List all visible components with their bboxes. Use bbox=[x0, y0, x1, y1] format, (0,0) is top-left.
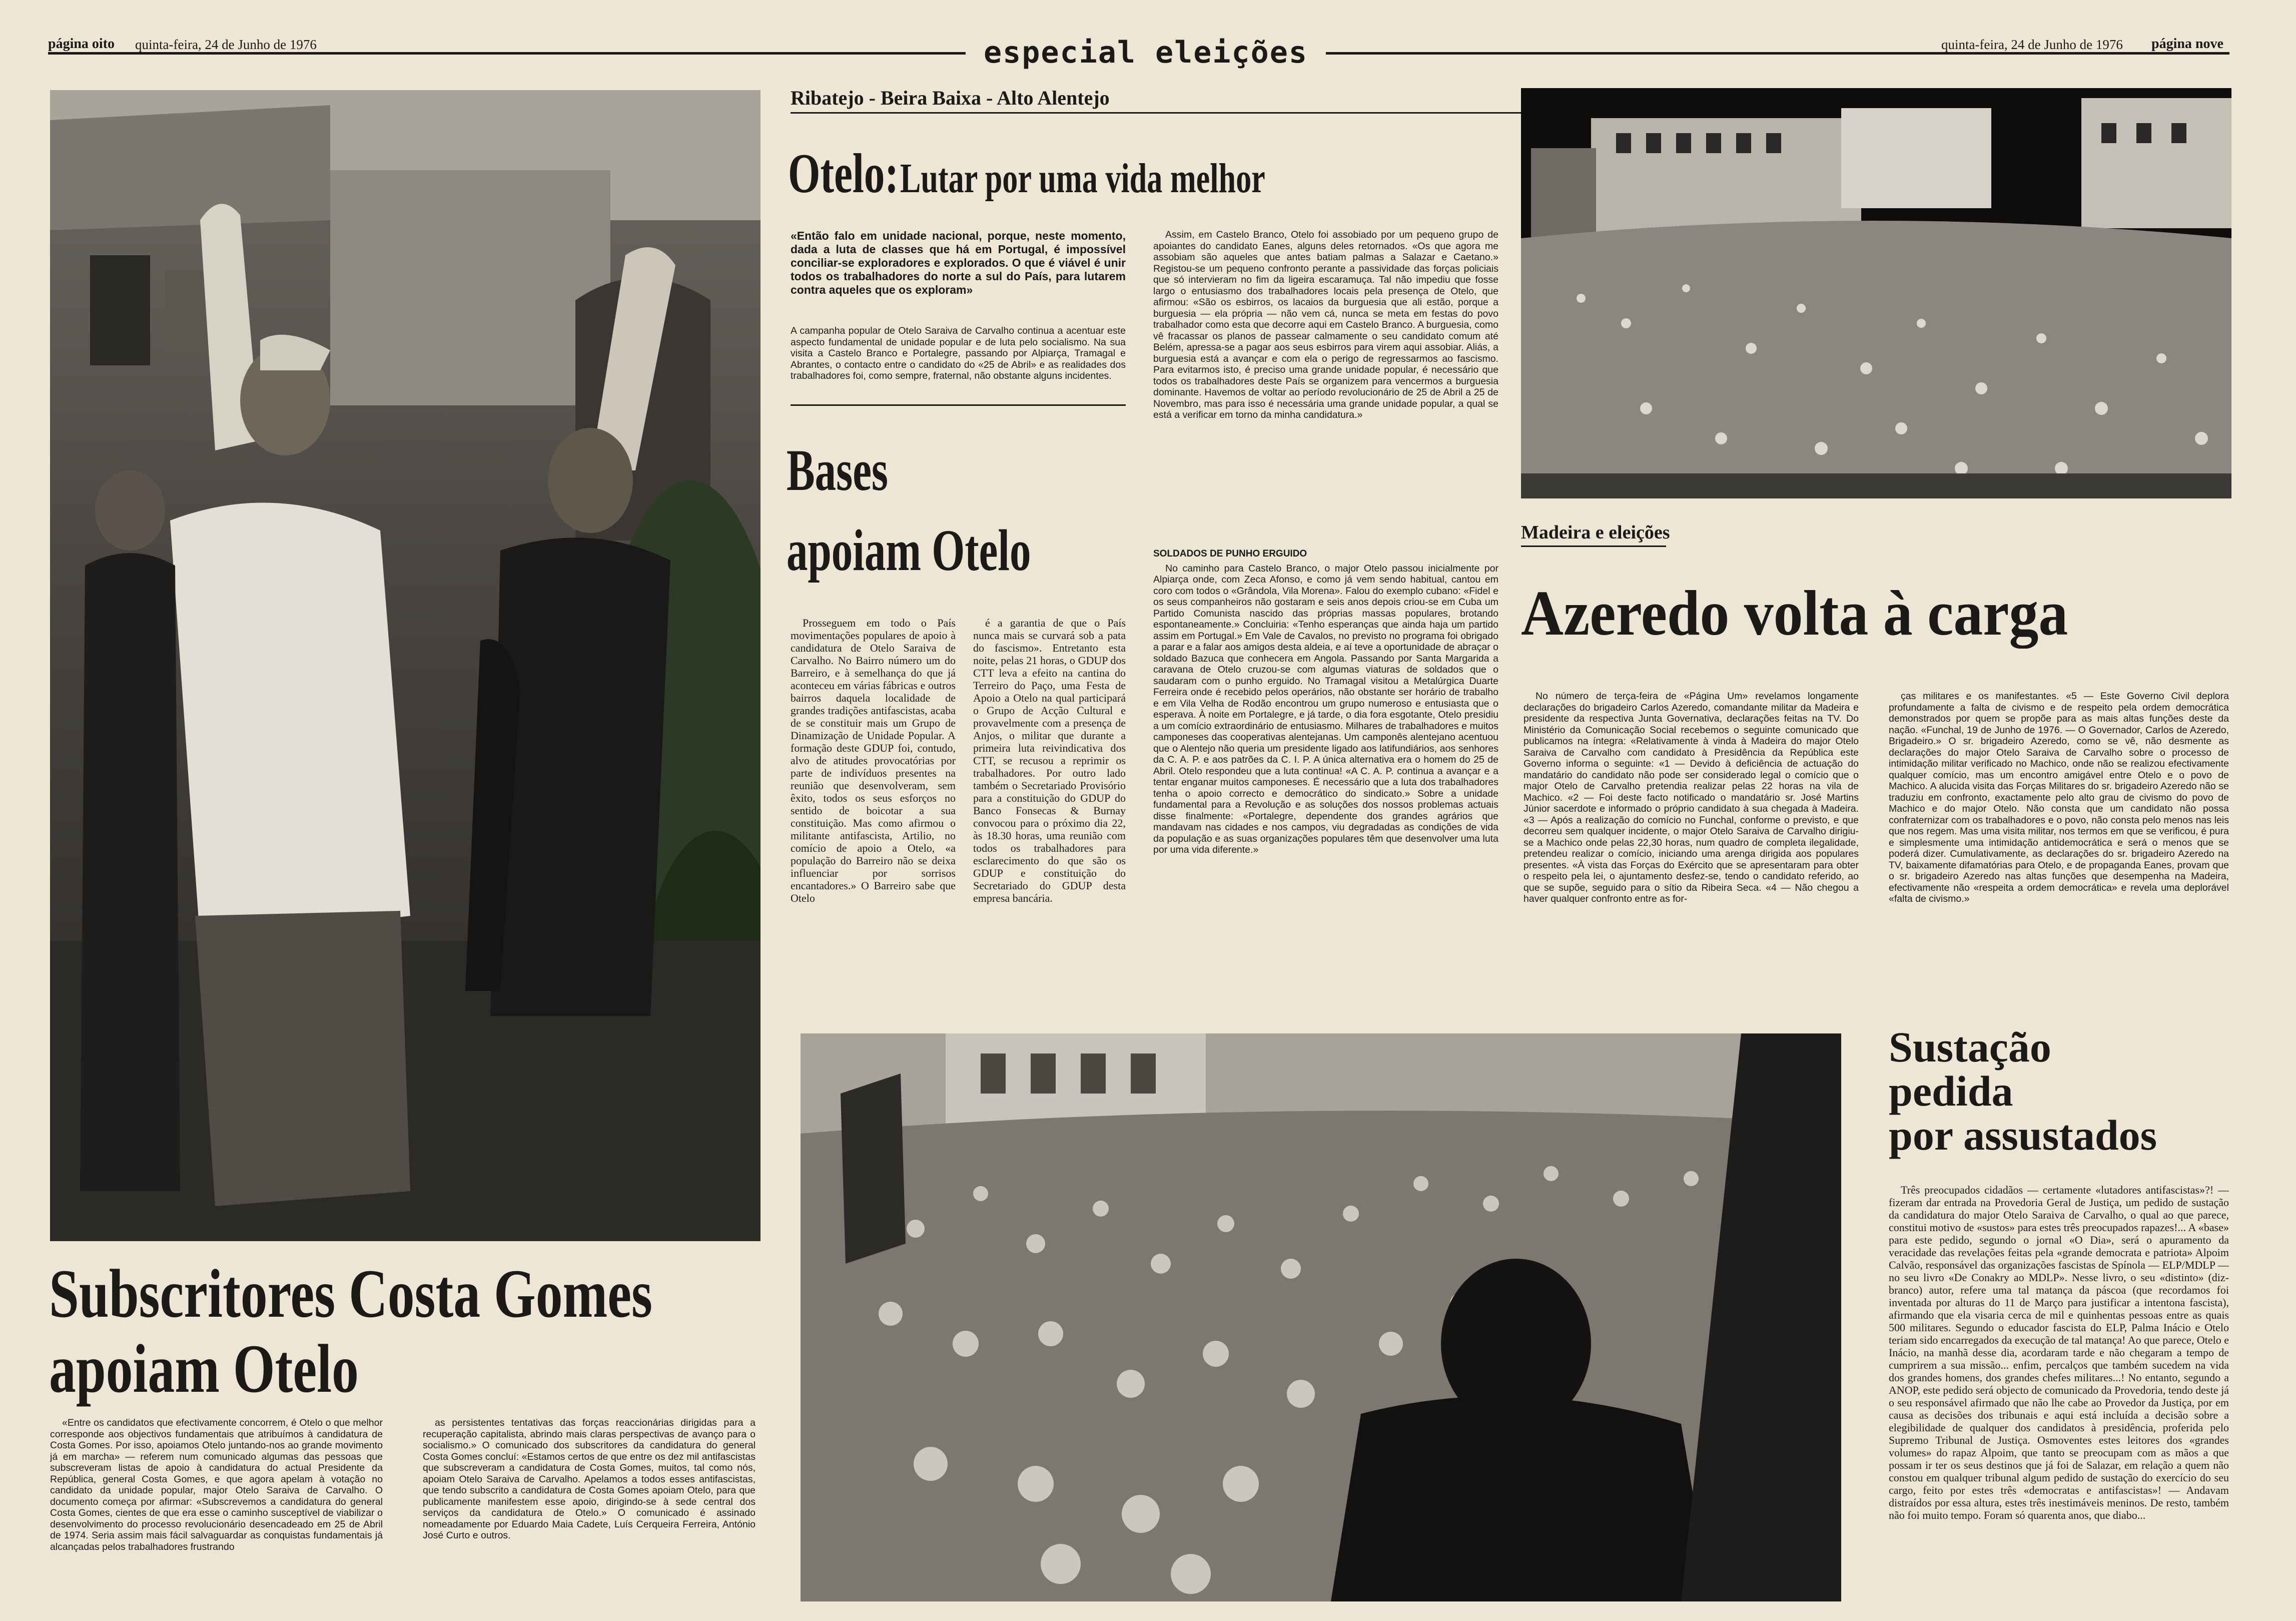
otelo-column-1-text: Assim, em Castelo Branco, Otelo foi assobiado por um pequeno grupo de apoiantes do candidato Eanes, alguns deles retornados. «Os que agora me assobiam são aqueles que antes batiam palmas a Salazar e Caetano.» Registou-se um pequeno confronto perante a passividade das forças policiais que só intervieram no fim da ligeira escaramuça. Tal não impediu que fosse largo o entusiasmo dos trabalhadores locais pela presença de Otelo, que afirmou: «São os esbirros, os lacaios da burguesia que ali estão, porque a burguesia — ela própria — não vem cá, nunca se meta em festas do povo trabalhador como esta que decorre aqui em Castelo Branco. A burguesia, como vê fracassar os planos de passear calmamente o seu candidato comum até Belém, apressa-se a pagar aos seus esbirros para virem aqui assobiar. Aliás, a burguesia está a avançar e com ela o perigo de regressarmos ao fascismo. Para evitarmos isto, é preciso uma grande unidade popular, é necessário que todos os trabalhadores deste País se organizem para vencermos a burguesia dominante. Havemos de voltar ao período revolucionário de 25 de Abril a 25 de Novembro, mas para isso é necessária uma grande unidade popular, a qual se está a verificar em torno da minha candidatura.» bbox=[1153, 229, 1498, 420]
otelo-column-2-text: No caminho para Castelo Branco, o major Otelo passou inicialmente por Alpiarça onde, com Zeca Afonso, e como já vem sendo habitual, cantou em coro com todos o «Grândola, Vila Morena». Falou do exemplo cubano: «Fidel e os seus companheiros não gostaram e seis anos depois criou-se em Cuba um Partido Comunista nascido das próprias massas populares, brotando espontaneamente.» Concluiria: «Tenho esperanças que ainda haja um partido assim em Portugal.» Em Vale de Cavalos, no previsto no programa foi obrigado a parar e a falar aos amigos desta aldeia, e aí teve a oportunidade de abraçar o soldado Bazuca que conhecera em Angola. Passando por Santa Margarida a caravana de Otelo cruzou-se com algumas viaturas de soldados que o saudaram com o punho erguido. No Tramagal visitou a Metalúrgica Duarte Ferreira onde é recebido pelos operários, não obstante ser horário de trabalho e em Vila Velha de Rodão encontrou um grupo numeroso e entusiasta que o esperava. À noite em Portalegre, e já tarde, o dia fora esgotante, Otelo presidiu a um comício extraordinário de entusiasmo. Milhares de trabalhadores e muitos camponeses das cooperativas alentejanas. Um camponês alentejano acentuou que o Alentejo não queria um presidente ligado aos latifundiários, aos senhores da C. A. P. e aos patrões da C. I. P. A única alternativa era o homem do 25 de Abril. Otelo respondeu que a luta continua! «A C. A. P. continua a avançar e a tentar enganar muitos camponeses. É necessário que a luta dos trabalhadores tenha o apoio correcto e democrático do sindicato.» Sobre a unidade fundamental para a Revolução e as soluções dos nossos problemas actuais disse finalmente: «Portalegre, dependente dos grandes agrários que mandavam nas cidades e nos campos, viu degradadas as condições de vida da população e as suas organizações populares têm que desenvolver uma luta por uma vida diferente.» bbox=[1153, 563, 1498, 855]
sustacao-headline-line-3: por assustados bbox=[1889, 1111, 2157, 1159]
otelo-headline bbox=[788, 143, 1265, 205]
subscritores-headline-line-2: apoiam Otelo bbox=[49, 1330, 359, 1407]
bases-column-1-text: Prosseguem em todo o País movimentações populares de apoio à candidatura de Otelo Saraiva de Carvalho. No Bairro número um do Barreiro, e à semelhança do que já aconteceu em várias fábricas e outros bairros daquela localidade de grandes tradições antifascistas, acaba de se constituir mais um Grupo de Dinamização de Unidade Popular. A formação deste GDUP foi, contudo, alvo de atitudes provocatórias por parte de indivíduos presentes na reunião que desenvolveram, sem êxito, todos os seus esforços no sentido de boicotar a sua constituição. Mas como afirmou o militante antifascista, Artilio, no comício de apoio a Otelo, «a população do Barreiro não se deixa influenciar por sorrisos encantadores.» O Barreiro sabe que Otelo bbox=[791, 617, 956, 904]
subscritores-headline-line-1: Subscritores Costa Gomes bbox=[49, 1255, 652, 1332]
subscritores-column-1 bbox=[50, 1417, 383, 1602]
bases-headline-line-2: apoiam Otelo bbox=[787, 517, 1031, 583]
section-title: especial eleições bbox=[966, 30, 1326, 75]
azeredo-kicker: Madeira e eleições bbox=[1521, 522, 1670, 543]
otelo-column-2 bbox=[1153, 546, 1498, 1026]
otelo-column-1 bbox=[1153, 229, 1498, 550]
otelo-subhead: SOLDADOS DE PUNHO ERGUIDO bbox=[1153, 549, 1307, 559]
photo-otelo-addressing-crowd bbox=[801, 1033, 1841, 1601]
bases-column-2-text: é a garantia de que o País nunca mais se curvará sob a pata do fascismo». Entretanto esta noite, pelas 21 horas, o GDUP dos CTT leva a efeito na cantina do Terreiro do Paço, uma Festa de Apoio a Otelo na qual participará o Grupo de Acção Cultural e provavelmente com a presença de Anjos, o militar que durante a primeira luta reivindicativa dos CTT, se recusou a reprimir os trabalhadores. Por outro lado também o Secretariado Provisório para a constituição do GDUP do Banco Fonsecas & Burnay convocou para o próximo dia 22, às 18.30 horas, uma reunião com todos os trabalhadores para esclarecimento do que são os GDUP e constituição do Secretariado do GDUP desta empresa bancária. bbox=[973, 617, 1126, 904]
sustacao-headline-line-2: pedida bbox=[1889, 1067, 2013, 1115]
otelo-intro-rule bbox=[791, 404, 1126, 406]
bases-headline bbox=[787, 430, 1031, 591]
azeredo-kicker-underline bbox=[1521, 546, 1666, 547]
date-left: quinta-feira, 24 de Junho de 1976 bbox=[135, 37, 317, 52]
otelo-headline-rest: Lutar por uma vida melhor bbox=[900, 155, 1265, 202]
subscritores-headline bbox=[49, 1256, 652, 1406]
sustacao-text: Três preocupados cidadãos — certamente «lutadores antifascistas»?! — fizeram dar entrada na Provedoria Geral de Justiça, um pedido de sustação da candidatura do major Otelo Saraiva de Carvalho, o qual ao que parece, constitui motivo de «sustos» para estes três preocupados rapazes!... A «base» para este pedido, segundo o jornal «O Dia», será o apuramento da veracidade das revelações feitas pela «grande democrata e patriota» Alpoim Calvão, responsável das organizações fascistas de Spínola — ELP/MDLP — no seu livro «De Conakry ao MDLP». Nesse livro, o seu «distinto» (diz-branco) autor, refere uma tal matança da páscoa (que recordamos foi inventada por alturas do 11 de Março para justificar a intentona fascista), afirmando que ela visaria cerca de mil e quinhentas pessoas entre as quais 500 militares. Segundo o educador fascista do ELP, Palma Inácio e Otelo teriam sido encarregados da execução de tal matança! Ao que parece, Otelo e Inácio, na manhã desse dia, acordaram tarde e não chegaram a tempo de cumprirem a sua missão... enfim, percalços que também sucedem na vida dos grandes homens, dos grandes chefes militares...! No entanto, segundo a ANOP, este pedido será objecto de comunicado da Provedoria, tendo deste já o seu responsável afirmado que não lhe cabe ao Provedor da Justiça, por em causa as decisões dos tribunais e aqui está incluída a decisão sobre a elegibilidade de qualquer dos candidatos à presidência, proferida pelo Supremo Tribunal de Justiça. Osmoventes estes leitores dos «grandes volumes» do rapaz Alpoim, que tanto se preocupam com as mãos a que possam ir ter os seus destinos que já foi de Salazar, em relação a quem não constou em qualquer tribunal algum pedido de sustação do exercício do seu cargo, feito por estes três «democratas e antifascistas»! — Andavam distraídos por essa altura, estes três inestimáveis meninos. De resto, também não foi muito tempo. Foram só quarenta anos, que diabo... bbox=[1889, 1184, 2229, 1521]
otelo-headline-name: Otelo: bbox=[788, 143, 899, 205]
sustacao-headline-line-1: Sustação bbox=[1889, 1023, 2051, 1071]
otelo-kicker: Ribatejo - Beira Baixa - Alto Alentejo bbox=[791, 87, 1110, 109]
photo-night-rally-crowd bbox=[1521, 88, 2231, 498]
bases-column-2 bbox=[973, 617, 1126, 1017]
photo-raised-fists bbox=[50, 90, 760, 1241]
date-right: quinta-feira, 24 de Junho de 1976 bbox=[1941, 37, 2123, 52]
sustacao-headline bbox=[1889, 1025, 2157, 1157]
page-number-right: página nove bbox=[2151, 36, 2223, 52]
azeredo-column-1-text: No número de terça-feira de «Página Um» revelamos longamente declarações do brigadeiro Carlos Azeredo, comandante militar da Madeira e presidente da respectiva Junta Governativa, declarações feitas na TV. Do Ministério da Comunicação Social recebemos o seguinte comunicado que publicamos na íntegra: «Relativamente à vinda à Madeira do major Otelo Saraiva de Carvalho com candidato à Presidência da República este Governo informa o seguinte: «1 — Devido à deficiência de actuação do mandatário do candidato não pode ser considerado legal o comício que o major Otelo de Carvalho pretendia realizar pelas 22 horas na vila de Machico. «2 — Foi deste facto notificado o mandatário sr. José Martins Júnior sacerdote e informado o próprio candidato à sua chegada à Madeira. «3 — Após a realização do comício no Funchal, conforme o previsto, e que decorreu sem qualquer incidente, o major Otelo Saraiva de Carvalho dirigiu-se a Machico onde pelas 22,30 horas, num quadro de completa ilegalidade, pretendeu realizar o comício, iniciando uma arenga dirigida aos populares presentes. «À vista das Forças do Exército que se apresentaram para obter o respeito pela lei, o ajuntamento desfez-se, tendo o candidato referido, ao que se supõe, seguido para o sítio da Ribeira Seca. «4 — Não chegou a haver qualquer confronto entre as for- bbox=[1523, 691, 1859, 904]
otelo-lede: «Então falo em unidade nacional, porque, neste momento, dada a luta de classes que há em Portugal, é impossível conciliar-se exploradores e explorados. O que é viável é unir todos os trabalhadores do norte a sul do País, para lutarem contra aqueles que os exploram» bbox=[791, 229, 1126, 296]
subscritores-column-1-text: «Entre os candidatos que efectivamente concorrem, é Otelo o que melhor corresponde aos objectivos fundamentais que atribuímos à candidatura de Costa Gomes. Por isso, apoiamos Otelo juntando-nos ao grande movimento já em marcha» — referem num comunicado algumas das pessoas que subscreveram listas de apoio à candidatura do actual Presidente da República, general Costa Gomes, e que agora apelam à votação no candidato da unidade popular, major Otelo Saraiva de Carvalho. O documento começa por afirmar: «Subscrevemos a candidatura do general Costa Gomes, cientes de que era esse o caminho susceptível de viabilizar o desenvolvimento do processo revolucionário desencadeado em 25 de Abril de 1974. Seria assim mais fácil salvaguardar as conquistas fundamentais já alcançadas pelos trabalhadores frustrando bbox=[50, 1417, 383, 1552]
azeredo-headline: Azeredo volta à carga bbox=[1521, 578, 2068, 649]
azeredo-column-1 bbox=[1523, 691, 1859, 1021]
sustacao-column bbox=[1889, 1184, 2229, 1601]
page-number-left: página oito bbox=[48, 36, 115, 52]
bases-headline-line-1: Bases bbox=[787, 437, 888, 503]
azeredo-column-2-text: ças militares e os manifestantes. «5 — Este Governo Civil deplora profundamente a falta de civismo e de respeito pela ordem democrática demonstrados por quem se propõe para as mais altas funções deste da nação. «Funchal, 19 de Junho de 1976. — O Governador, Carlos de Azeredo, Brigadeiro.» O sr. brigadeiro Azeredo, como se vê, não desmente as declarações do major Otelo Saraiva de Carvalho sobre o processo de intimidação militar verificado no Machico, onde não se realizou efectivamente qualquer comício, mas um encontro amigável entre Otelo e o povo de Machico. A alucida visita das Forças Militares do sr. brigadeiro Azeredo não se traduziu em confronto, exactamente pelo alto grau de civismo do povo de Machico e do major Otelo. Não consta que um candidato não possa confraternizar com os trabalhadores e o povo, não consta pelo menos nas leis que nos regem. Mas uma visita militar, nos termos em que se verificou, é pura e simplesmente uma intimidação antidemocrática e será o menos que se poderá dizer. Cumulativamente, as declarações do sr. brigadeiro Azeredo na TV, baixamente difamatórias para Otelo, e de propaganda Eanes, provam que o sr. brigadeiro Azeredo nas altas funções que desempenha na Madeira, efectivamente não «respeita a ordem democrática» e revela uma deplorável «falta de civismo.» bbox=[1889, 691, 2229, 904]
bases-column-1 bbox=[791, 617, 956, 1017]
subscritores-column-2 bbox=[423, 1417, 755, 1602]
subscritores-column-2-text: as persistentes tentativas das forças reaccionárias dirigidas para a recuperação capitalista, abrindo mais claras perspectivas de avanço para o socialismo.» O comunicado dos subscritores da candidatura do general Costa Gomes concluí: «Estamos certos de que entre os dez mil antifascistas que subscreveram a candidatura de Costa Gomes, muitos, tal como nós, apoiam Otelo Saraiva de Carvalho. Apelamos a todos esses antifascistas, que tendo subscrito a candidatura de Costa Gomes apoiam Otelo, para que publicamente manifestem esse apoio, dirigindo-se à sede central dos serviços da candidatura de Otelo.» O comunicado é assinado nomeadamente por Eduardo Maia Cadete, Luís Cerqueira Ferreira, António José Curto e outros. bbox=[423, 1417, 755, 1541]
otelo-intro: A campanha popular de Otelo Saraiva de Carvalho continua a acentuar este aspecto fundamental de unidade popular e de luta pelo socialismo. Na sua visita a Castelo Branco e Portalegre, passando por Alpiarça, Tramagal e Abrantes, o contacto entre o candidato do «25 de Abril» e as realidades dos trabalhadores foi, como sempre, fraternal, não obstante alguns incidentes. bbox=[791, 325, 1126, 381]
azeredo-column-2 bbox=[1889, 691, 2229, 1021]
